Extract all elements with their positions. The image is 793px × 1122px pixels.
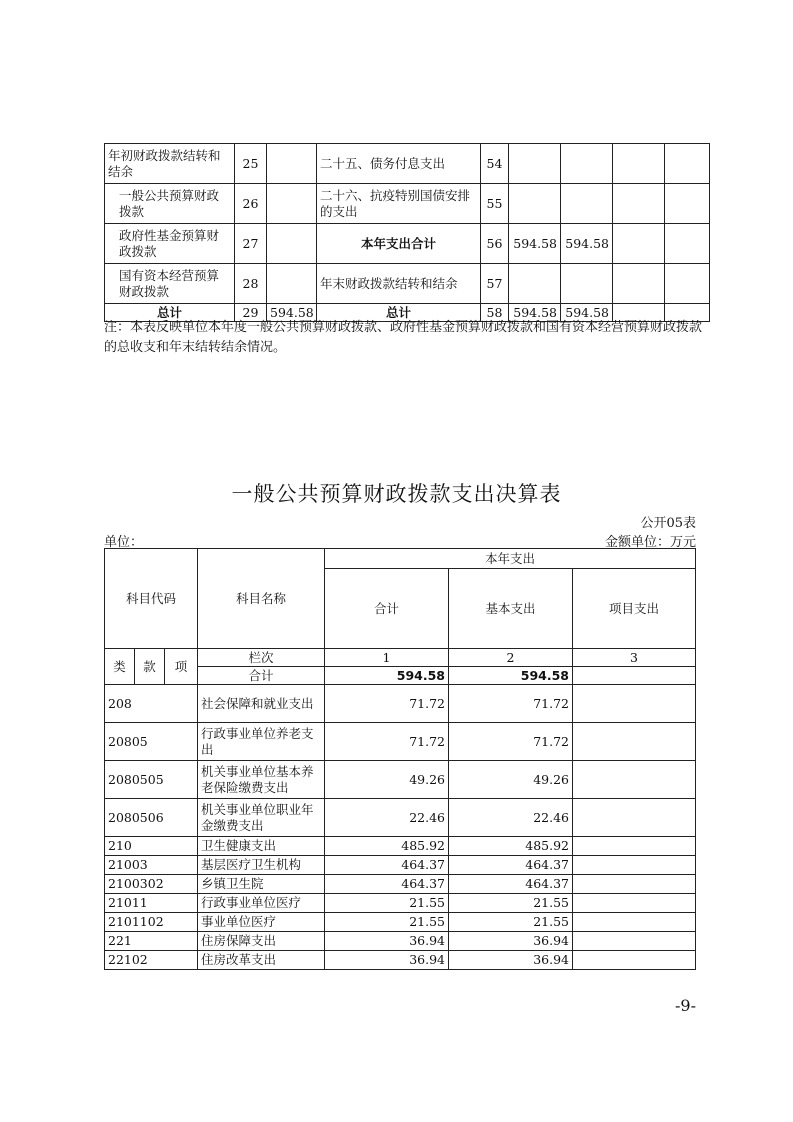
income-item-no: 26 bbox=[235, 184, 267, 224]
sum-total: 594.58 bbox=[325, 667, 449, 685]
expense-item-extra bbox=[665, 184, 710, 224]
table-note: 注：本表反映单位本年度一般公共预算财政拨款、政府性基金预算财政拨款和国有资本经营预算财政拨款的总收支和年末结转结余情况。 bbox=[104, 320, 703, 355]
header-kuan: 款 bbox=[135, 649, 165, 685]
subject-code: 21003 bbox=[105, 856, 198, 875]
amount-project bbox=[573, 875, 696, 894]
summary-row bbox=[105, 224, 710, 264]
subject-name: 社会保障和就业支出 bbox=[198, 685, 325, 723]
income-item-no: 29 bbox=[235, 304, 267, 322]
income-item-no: 28 bbox=[235, 264, 267, 304]
subject-code: 2100302 bbox=[105, 875, 198, 894]
amount-project bbox=[573, 951, 696, 970]
sum-basic: 594.58 bbox=[449, 667, 573, 685]
subject-name: 行政事业单位养老支出 bbox=[198, 723, 325, 761]
header-year-expenditure: 本年支出 bbox=[325, 549, 696, 569]
subject-code: 2080506 bbox=[105, 799, 198, 837]
amount-basic: 21.55 bbox=[449, 913, 573, 932]
income-item-value bbox=[267, 224, 317, 264]
income-item-value bbox=[267, 264, 317, 304]
amount-project bbox=[573, 894, 696, 913]
amount-basic: 464.37 bbox=[449, 875, 573, 894]
expenditure-table bbox=[104, 548, 696, 970]
expense-item-project bbox=[613, 144, 665, 184]
expense-item-no: 57 bbox=[481, 264, 509, 304]
table-row bbox=[105, 913, 696, 932]
subject-name: 基层医疗卫生机构 bbox=[198, 856, 325, 875]
table-row bbox=[105, 875, 696, 894]
summary-row bbox=[105, 144, 710, 184]
amount-project bbox=[573, 799, 696, 837]
income-item-label: 政府性基金预算财政拨款 bbox=[105, 224, 235, 264]
summary-row bbox=[105, 264, 710, 304]
income-item-no: 25 bbox=[235, 144, 267, 184]
subject-name: 卫生健康支出 bbox=[198, 837, 325, 856]
amount-project bbox=[573, 856, 696, 875]
expense-item-no: 56 bbox=[481, 224, 509, 264]
expense-item-basic bbox=[561, 264, 613, 304]
header-lei: 类 bbox=[105, 649, 135, 685]
amount-total: 71.72 bbox=[325, 685, 449, 723]
amount-total: 36.94 bbox=[325, 932, 449, 951]
table-row bbox=[105, 799, 696, 837]
amount-basic: 464.37 bbox=[449, 856, 573, 875]
amount-project bbox=[573, 761, 696, 799]
table-row bbox=[105, 723, 696, 761]
subject-code: 208 bbox=[105, 685, 198, 723]
subject-code: 22102 bbox=[105, 951, 198, 970]
income-item-no: 27 bbox=[235, 224, 267, 264]
amount-project bbox=[573, 837, 696, 856]
page-number: -9- bbox=[675, 996, 696, 1015]
expense-item-extra bbox=[665, 144, 710, 184]
amount-total: 36.94 bbox=[325, 951, 449, 970]
amount-total: 71.72 bbox=[325, 723, 449, 761]
subject-code: 20805 bbox=[105, 723, 198, 761]
expense-item-basic bbox=[561, 144, 613, 184]
page-title: 一般公共预算财政拨款支出决算表 bbox=[231, 482, 562, 506]
expense-item-label: 年末财政拨款结转和结余 bbox=[317, 264, 481, 304]
form-number: 公开05表 bbox=[640, 516, 696, 531]
income-item-label: 年初财政拨款结转和结余 bbox=[105, 144, 235, 184]
expense-item-basic bbox=[561, 184, 613, 224]
subject-code: 210 bbox=[105, 837, 198, 856]
amount-project bbox=[573, 685, 696, 723]
amount-basic: 49.26 bbox=[449, 761, 573, 799]
table-row bbox=[105, 951, 696, 970]
expense-item-no: 54 bbox=[481, 144, 509, 184]
subject-name: 事业单位医疗 bbox=[198, 913, 325, 932]
amount-project bbox=[573, 723, 696, 761]
header-total: 合计 bbox=[325, 569, 449, 649]
amount-project bbox=[573, 913, 696, 932]
amount-basic: 21.55 bbox=[449, 894, 573, 913]
header-name: 科目名称 bbox=[198, 549, 325, 649]
subject-code: 221 bbox=[105, 932, 198, 951]
amount-basic: 22.46 bbox=[449, 799, 573, 837]
header-col-3: 3 bbox=[573, 649, 696, 667]
expense-item-extra bbox=[665, 264, 710, 304]
header-basic: 基本支出 bbox=[449, 569, 573, 649]
table-row bbox=[105, 837, 696, 856]
subject-code: 2101102 bbox=[105, 913, 198, 932]
header-col-1: 1 bbox=[325, 649, 449, 667]
amount-total: 21.55 bbox=[325, 894, 449, 913]
subject-name: 机关事业单位基本养老保险缴费支出 bbox=[198, 761, 325, 799]
table-row bbox=[105, 856, 696, 875]
amount-total: 49.26 bbox=[325, 761, 449, 799]
header-col-2: 2 bbox=[449, 649, 573, 667]
amount-project bbox=[573, 932, 696, 951]
table-row bbox=[105, 685, 696, 723]
expense-item-total: 594.58 bbox=[509, 224, 561, 264]
money-unit: 金额单位：万元 bbox=[604, 535, 696, 550]
income-item-label: 总计 bbox=[105, 304, 235, 322]
expense-item-extra bbox=[665, 224, 710, 264]
sum-project bbox=[573, 667, 696, 685]
expense-item-total: 594.58 bbox=[509, 304, 561, 322]
expense-item-total bbox=[509, 264, 561, 304]
expense-item-no: 55 bbox=[481, 184, 509, 224]
amount-total: 21.55 bbox=[325, 913, 449, 932]
expense-item-label: 二十六、抗疫特别国债安排的支出 bbox=[317, 184, 481, 224]
income-item-value: 594.58 bbox=[267, 304, 317, 322]
table-row bbox=[105, 894, 696, 913]
expense-item-label: 二十五、债务付息支出 bbox=[317, 144, 481, 184]
amount-total: 485.92 bbox=[325, 837, 449, 856]
amount-basic: 36.94 bbox=[449, 932, 573, 951]
income-item-label: 国有资本经营预算财政拨款 bbox=[105, 264, 235, 304]
amount-total: 464.37 bbox=[325, 856, 449, 875]
expense-item-project bbox=[613, 264, 665, 304]
amount-basic: 36.94 bbox=[449, 951, 573, 970]
amount-total: 464.37 bbox=[325, 875, 449, 894]
amount-total: 22.46 bbox=[325, 799, 449, 837]
subject-name: 住房改革支出 bbox=[198, 951, 325, 970]
subject-code: 21011 bbox=[105, 894, 198, 913]
expense-item-basic: 594.58 bbox=[561, 224, 613, 264]
income-item-label: 一般公共预算财政拨款 bbox=[105, 184, 235, 224]
expense-item-basic: 594.58 bbox=[561, 304, 613, 322]
header-col-label: 栏次 bbox=[198, 649, 325, 667]
expense-item-label: 本年支出合计 bbox=[317, 224, 481, 264]
header-project: 项目支出 bbox=[573, 569, 696, 649]
income-item-value bbox=[267, 184, 317, 224]
expense-item-total bbox=[509, 144, 561, 184]
expense-item-total bbox=[509, 184, 561, 224]
header-xiang: 项 bbox=[165, 649, 198, 685]
table-row bbox=[105, 932, 696, 951]
amount-basic: 71.72 bbox=[449, 685, 573, 723]
subject-name: 机关事业单位职业年金缴费支出 bbox=[198, 799, 325, 837]
expense-item-project bbox=[613, 224, 665, 264]
income-item-value bbox=[267, 144, 317, 184]
unit-label: 单位： bbox=[104, 535, 144, 550]
expense-item-project bbox=[613, 184, 665, 224]
amount-basic: 71.72 bbox=[449, 723, 573, 761]
subject-name: 乡镇卫生院 bbox=[198, 875, 325, 894]
table-row bbox=[105, 761, 696, 799]
expense-item-label: 总计 bbox=[317, 304, 481, 322]
amount-basic: 485.92 bbox=[449, 837, 573, 856]
header-code: 科目代码 bbox=[105, 549, 198, 649]
expense-item-no: 58 bbox=[481, 304, 509, 322]
subject-name: 行政事业单位医疗 bbox=[198, 894, 325, 913]
subject-name: 住房保障支出 bbox=[198, 932, 325, 951]
subject-code: 2080505 bbox=[105, 761, 198, 799]
sum-label: 合计 bbox=[198, 667, 325, 685]
summary-row bbox=[105, 184, 710, 224]
summary-table-continued bbox=[104, 143, 710, 322]
